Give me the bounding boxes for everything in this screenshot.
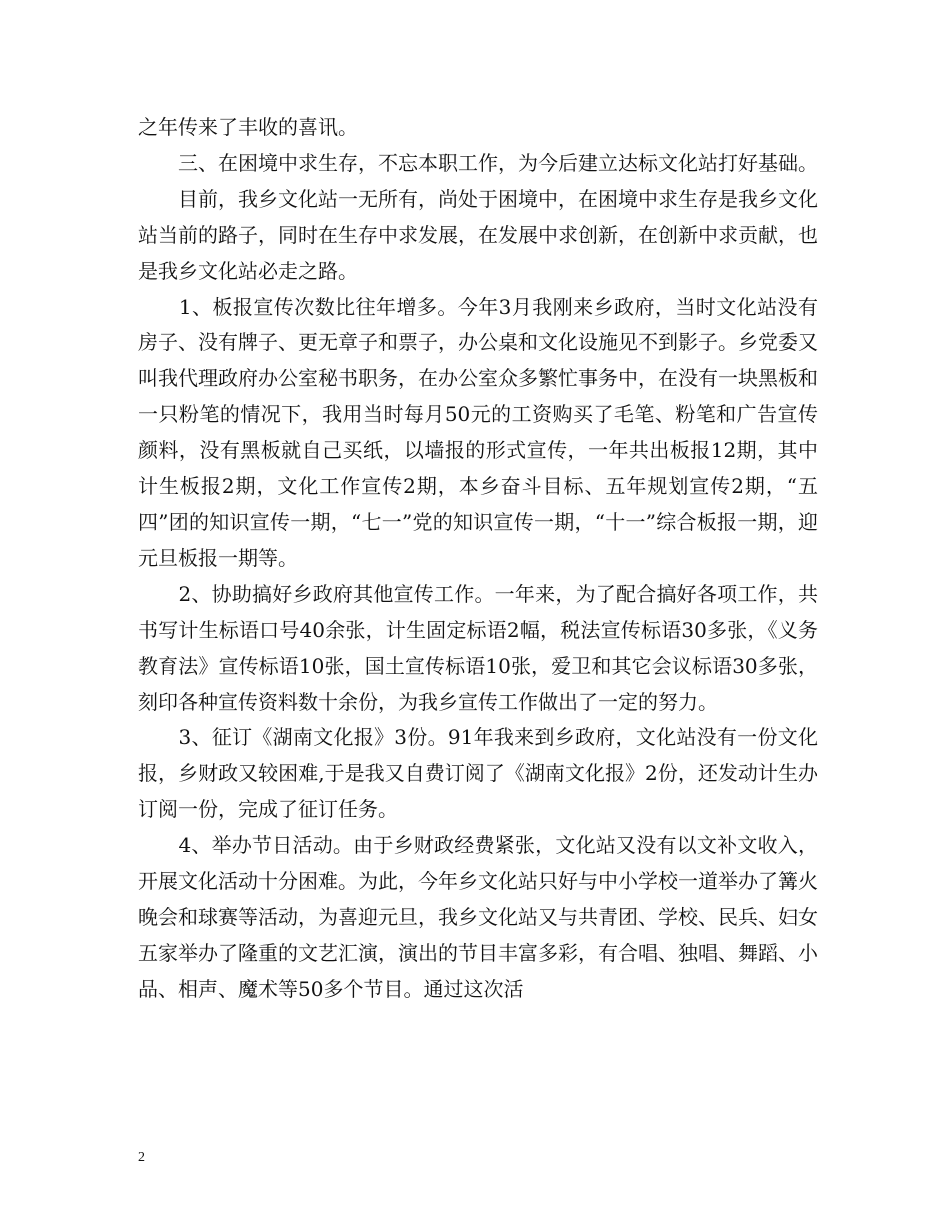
paragraph-1: 之年传来了丰收的喜讯。 (138, 115, 358, 139)
paragraph-2: 三、在困境中求生存，不忘本职工作，为今后建立达标文化站打好基础。 (138, 150, 818, 175)
paragraph-7: 4、举办节日活动。由于乡财政经费紧张，文化站又没有以文补文收入，开展文化活动十分困难。为此，今年乡文化站只好与中小学校一道举办了篝火晚会和球赛等活动，为喜迎元旦，我乡文化站又与共青团、学校、民兵、妇女五家举办了隆重的文艺汇演，演出的节目丰富多彩，有合唱、独唱、舞蹈、小品、相声、魔术等50多个节目。通过这次活 (138, 833, 818, 1001)
paragraph-4: 1、板报宣传次数比往年增多。今年3月我刚来乡政府，当时文化站没有房子、没有牌子、更无章子和票子，办公桌和文化设施见不到影子。乡党委又叫我代理政府办公室秘书职务，在办公室众多繁忙事务中，在没有一块黑板和一只粉笔的情况下，我用当时每月50元的工资购买了毛笔、粉笔和广告宣传颜料，没有黑板就自己买纸，以墙报的形式宣传，一年共出板报12期，其中计生板报2期，文化工作宣传2期，本乡奋斗目标、五年规划宣传2期，“五四”团的知识宣传一期，“七一”党的知识宣传一期，“十一”综合板报一期，迎元旦板报一期等。 (138, 294, 818, 570)
page-number: 2 (138, 1150, 145, 1165)
paragraph-6: 3、征订《湖南文化报》3份。91年我来到乡政府，文化站没有一份文化报，乡财政又较困难,于是我又自费订阅了《湖南文化报》2份，还发动计生办订阅一份，完成了征订任务。 (138, 725, 818, 822)
paragraph-5: 2、协助搞好乡政府其他宣传工作。一年来，为了配合搞好各项工作，共书写计生标语口号40余张，计生固定标语2幅，税法宣传标语30多张，《义务教育法》宣传标语10张，国土宣传标语10张，爱卫和其它会议标语30多张，刻印各种宣传资料数十余份，为我乡宣传工作做出了一定的努力。 (138, 581, 818, 714)
paragraph-3: 目前，我乡文化站一无所有，尚处于困境中，在困境中求生存是我乡文化站当前的路子，同时在生存中求发展，在发展中求创新，在创新中求贡献，也是我乡文化站必走之路。 (138, 186, 818, 283)
document-body (138, 110, 818, 1008)
